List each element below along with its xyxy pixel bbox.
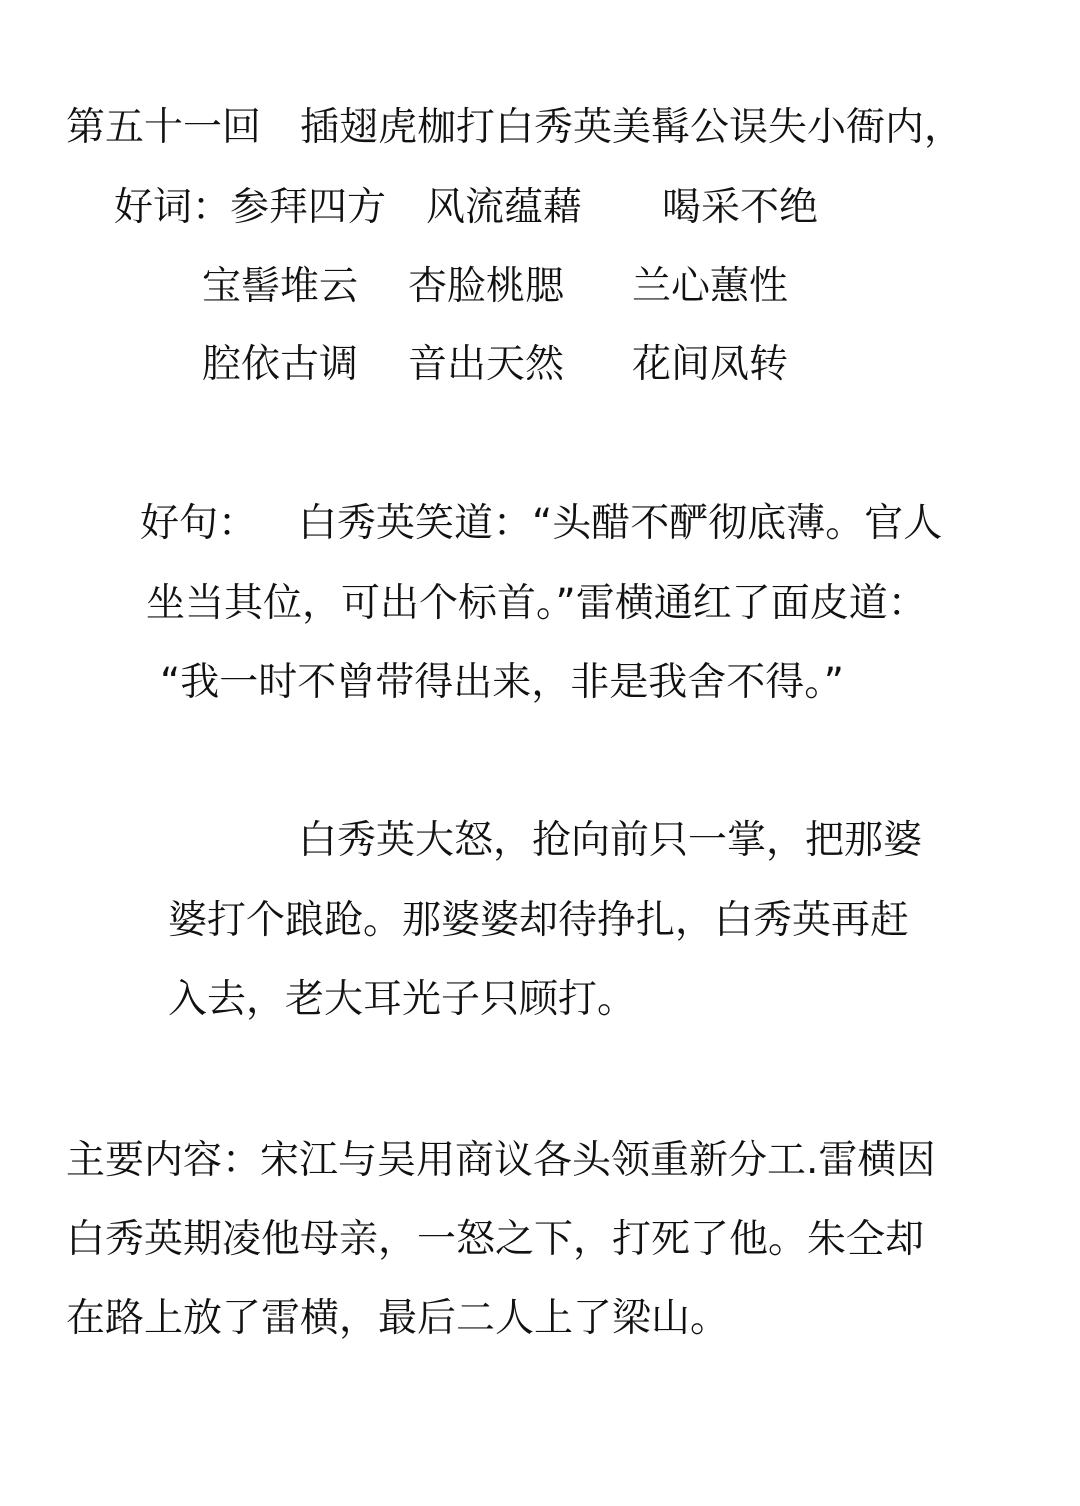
chapter-number: 第五十一回 bbox=[66, 105, 262, 150]
good-word: 宝髻堆云 bbox=[202, 264, 359, 309]
passage-line: 白秀英大怒，抢向前只一掌，把那婆 bbox=[298, 818, 923, 863]
good-word: 花间凤转 bbox=[632, 342, 789, 387]
passage-line: “我一时不曾带得出来，非是我舍不得。” bbox=[160, 660, 844, 705]
summary-label: 主要内容： bbox=[66, 1138, 262, 1183]
summary-line: 宋江与吴用商议各头领重新分工.雷横因 bbox=[260, 1138, 936, 1183]
good-words-label: 好词： bbox=[114, 185, 232, 230]
summary-line: 在路上放了雷横，最后二人上了梁山。 bbox=[66, 1296, 730, 1341]
good-word: 喝采不绝 bbox=[662, 185, 819, 230]
good-word: 风流蕴藉 bbox=[426, 185, 583, 230]
good-word: 杏脸桃腮 bbox=[408, 264, 565, 309]
summary-line: 白秀英期凌他母亲，一怒之下，打死了他。朱仝却 bbox=[66, 1217, 925, 1262]
passage-line: 入去，老大耳光子只顾打。 bbox=[168, 977, 637, 1022]
passage-line: 婆打个踉跄。那婆婆却待挣扎，白秀英再赶 bbox=[168, 898, 910, 943]
good-word: 音出天然 bbox=[408, 342, 565, 387]
passage-line: 白秀英笑道：“头醋不酽彻底薄。官人 bbox=[298, 501, 943, 546]
good-word: 兰心蕙性 bbox=[632, 264, 789, 309]
good-word: 参拜四方 bbox=[230, 185, 387, 230]
passage-line: 坐当其位，可出个标首。”雷横通红了面皮道： bbox=[146, 581, 927, 626]
chapter-title: 插翅虎枷打白秀英美髯公误失小衙内， bbox=[300, 105, 964, 150]
good-word: 腔依古调 bbox=[202, 342, 359, 387]
good-sentences-label: 好句： bbox=[140, 501, 258, 546]
